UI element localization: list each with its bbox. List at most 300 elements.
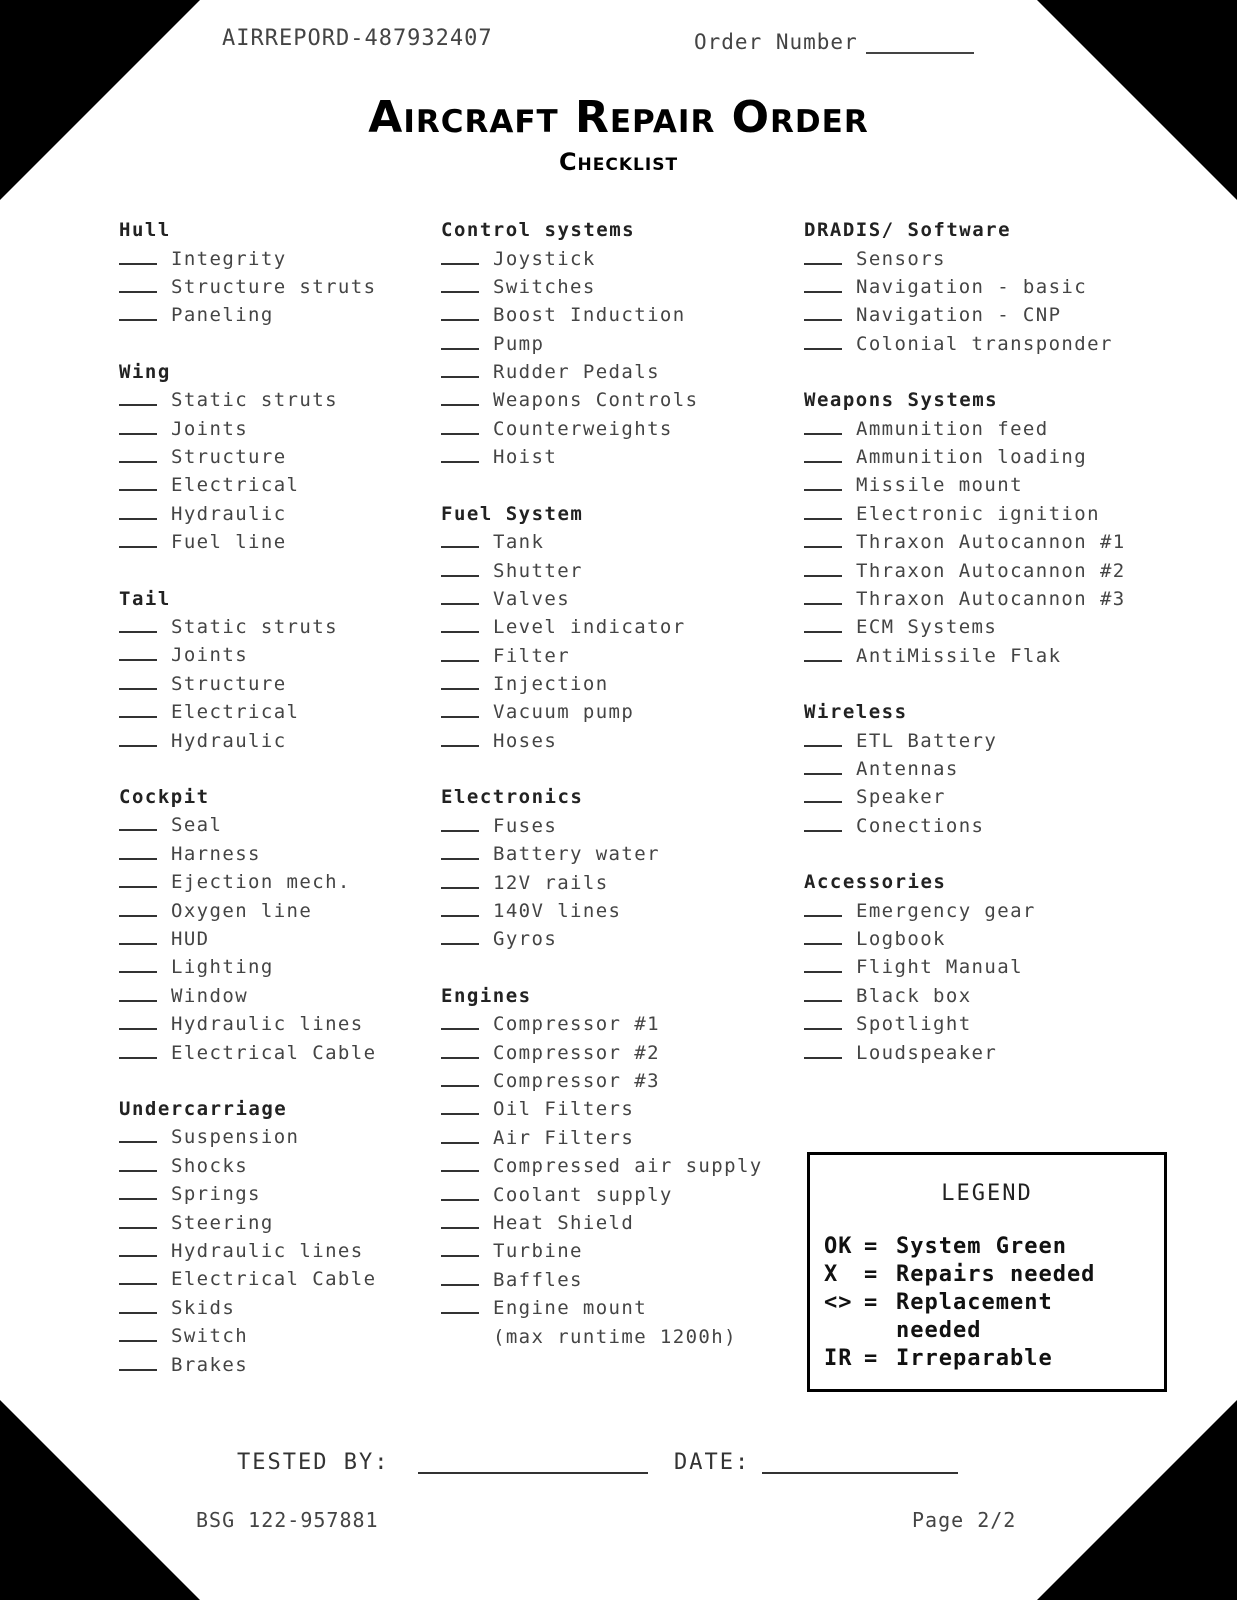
checklist-blank[interactable] xyxy=(804,642,842,662)
checklist-blank[interactable] xyxy=(119,1010,157,1030)
checklist-item-label: Integrity xyxy=(171,247,287,270)
date-label: DATE: xyxy=(674,1450,751,1475)
checklist-blank[interactable] xyxy=(441,1152,479,1172)
checklist-blank[interactable] xyxy=(119,1123,157,1143)
checklist-item-label: Thraxon Autocannon #3 xyxy=(856,587,1126,610)
checklist-item xyxy=(119,1123,376,1151)
checklist-item-label: Oxygen line xyxy=(171,899,313,922)
checklist-item xyxy=(441,528,763,556)
section-undercarriage xyxy=(119,1095,376,1379)
checklist-blank[interactable] xyxy=(804,897,842,917)
checklist-blank[interactable] xyxy=(804,925,842,945)
checklist-blank[interactable] xyxy=(119,897,157,917)
section-heading: Weapons Systems xyxy=(804,389,999,412)
section-wing xyxy=(119,358,376,557)
checklist-item xyxy=(441,557,763,585)
checklist-blank[interactable] xyxy=(804,727,842,747)
checklist-blank[interactable] xyxy=(441,358,479,378)
checklist-item-label: Level indicator xyxy=(493,616,686,639)
checklist-item-label: Structure xyxy=(171,445,287,468)
checklist-item-label: Harness xyxy=(171,842,261,865)
checklist-item xyxy=(441,925,763,953)
checklist-item xyxy=(804,557,1126,585)
checklist-blank[interactable] xyxy=(804,812,842,832)
checklist-item xyxy=(441,330,763,358)
checklist-blank[interactable] xyxy=(119,273,157,293)
checklist-blank[interactable] xyxy=(119,1322,157,1342)
checklist-item-label: Structure xyxy=(171,672,287,695)
checklist-item xyxy=(441,670,763,698)
checklist-blank[interactable] xyxy=(119,670,157,690)
checklist-blank[interactable] xyxy=(119,415,157,435)
checklist-item-label: Lighting xyxy=(171,956,274,979)
section-heading: Tail xyxy=(119,587,171,610)
checklist-blank[interactable] xyxy=(441,1010,479,1030)
section-heading: Engines xyxy=(441,984,532,1007)
checklist-item-label: Conections xyxy=(856,814,985,837)
checklist-blank[interactable] xyxy=(441,1067,479,1087)
checklist-blank[interactable] xyxy=(119,528,157,548)
legend-equals: = xyxy=(864,1234,879,1259)
checklist-item xyxy=(119,840,376,868)
checklist-item-label: Hydraulic lines xyxy=(171,1240,364,1263)
checklist-item xyxy=(804,415,1126,443)
checklist-item xyxy=(804,585,1126,613)
checklist-item xyxy=(804,443,1126,471)
checklist-item xyxy=(119,273,376,301)
checklist-item-label: Hoist xyxy=(493,446,558,469)
checklist-item xyxy=(441,613,763,641)
checklist-item xyxy=(441,585,763,613)
checklist-item-label: Compressor #2 xyxy=(493,1041,660,1064)
checklist-item xyxy=(119,1237,376,1265)
checklist-item xyxy=(119,301,376,329)
checklist-item-label: Black box xyxy=(856,984,972,1007)
checklist-blank[interactable] xyxy=(441,642,479,662)
checklist-item-label: Joints xyxy=(171,644,249,667)
checklist-item xyxy=(119,670,376,698)
document-code: BSG 122-957881 xyxy=(196,1508,379,1532)
checklist-item xyxy=(441,812,763,840)
checklist-blank[interactable] xyxy=(441,698,479,718)
checklist-item xyxy=(119,953,376,981)
checklist-item xyxy=(441,386,763,414)
checklist-item xyxy=(804,1010,1126,1038)
checklist-item xyxy=(119,811,376,839)
legend-meaning: Repairs needed xyxy=(896,1262,1096,1287)
checklist-blank[interactable] xyxy=(441,443,479,463)
checklist-item xyxy=(804,925,1126,953)
section-control-systems xyxy=(441,216,763,472)
checklist-item xyxy=(804,500,1126,528)
checklist-item-label: Structure struts xyxy=(171,275,377,298)
checklist-item-label: Shocks xyxy=(171,1154,249,1177)
checklist-blank[interactable] xyxy=(441,528,479,548)
checklist-item-label: Valves xyxy=(493,587,571,610)
section-heading: Hull xyxy=(119,219,171,241)
checklist-blank[interactable] xyxy=(119,698,157,718)
checklist-item-label: Electronic ignition xyxy=(856,502,1100,525)
checklist-blank[interactable] xyxy=(441,557,479,577)
section-heading: Control systems xyxy=(441,219,636,241)
checklist-blank[interactable] xyxy=(119,386,157,406)
section-cockpit xyxy=(119,783,376,1067)
checklist-item-label: Coolant supply xyxy=(493,1183,673,1206)
checklist-item xyxy=(119,1039,376,1067)
checklist-item xyxy=(441,358,763,386)
checklist-blank[interactable] xyxy=(441,670,479,690)
checklist-blank[interactable] xyxy=(119,443,157,463)
checklist-blank[interactable] xyxy=(119,641,157,661)
checklist-item xyxy=(119,245,376,273)
checklist-blank[interactable] xyxy=(119,925,157,945)
checklist-item-label: Compressor #3 xyxy=(493,1069,660,1092)
checklist-blank[interactable] xyxy=(441,727,479,747)
checklist-blank[interactable] xyxy=(119,811,157,831)
checklist-blank[interactable] xyxy=(119,245,157,265)
checklist-item-label: Hydraulic lines xyxy=(171,1013,364,1036)
checklist-item-label: Engine mount xyxy=(493,1297,648,1320)
checklist-item xyxy=(119,868,376,896)
checklist-blank[interactable] xyxy=(441,840,479,860)
checklist-item xyxy=(119,982,376,1010)
checklist-item-label: Electrical xyxy=(171,474,300,497)
legend-code: <> xyxy=(824,1290,853,1315)
checklist-item xyxy=(119,471,376,499)
checklist-blank[interactable] xyxy=(804,245,842,265)
legend-equals: = xyxy=(864,1262,879,1287)
checklist-item xyxy=(804,1039,1126,1067)
checklist-blank[interactable] xyxy=(441,273,479,293)
checklist-item xyxy=(804,273,1126,301)
checklist-item-label: Navigation - basic xyxy=(856,275,1088,298)
corner-bottom-left xyxy=(0,1400,200,1600)
section-engines xyxy=(441,982,763,1351)
checklist-blank[interactable] xyxy=(441,1266,479,1286)
checklist-blank[interactable] xyxy=(119,840,157,860)
checklist-blank[interactable] xyxy=(441,1181,479,1201)
checklist-blank[interactable] xyxy=(441,613,479,633)
checklist-item-label: Speaker xyxy=(856,786,946,809)
checklist-blank[interactable] xyxy=(441,925,479,945)
checklist-item xyxy=(119,386,376,414)
date-field[interactable] xyxy=(762,1472,958,1474)
checklist-blank[interactable] xyxy=(441,245,479,265)
checklist-item xyxy=(804,642,1126,670)
legend-entry xyxy=(824,1345,1156,1373)
checklist-item-label: Thraxon Autocannon #2 xyxy=(856,559,1126,582)
checklist-blank[interactable] xyxy=(804,1010,842,1030)
checklist-item-label: Navigation - CNP xyxy=(856,304,1062,327)
checklist-item-label: Springs xyxy=(171,1183,261,1206)
checklist-item-label: Ejection mech. xyxy=(171,871,351,894)
section-heading: Accessories xyxy=(804,871,947,894)
section-heading: Undercarriage xyxy=(119,1097,288,1120)
checklist-blank[interactable] xyxy=(441,812,479,832)
checklist-item-label: ECM Systems xyxy=(856,616,998,639)
checklist-item xyxy=(441,1181,763,1209)
checklist-item-label: Battery water xyxy=(493,843,660,866)
checklist-column-3 xyxy=(804,216,1126,1095)
checklist-item-label: Gyros xyxy=(493,928,558,951)
checklist-blank[interactable] xyxy=(804,471,842,491)
checklist-item xyxy=(804,812,1126,840)
checklist-item xyxy=(804,982,1126,1010)
checklist-blank[interactable] xyxy=(804,783,842,803)
section-heading: Cockpit xyxy=(119,785,210,808)
checklist-item-label: AntiMissile Flak xyxy=(856,644,1062,667)
checklist-item-label: Paneling xyxy=(171,304,274,327)
legend-entry xyxy=(824,1233,1156,1261)
checklist-item xyxy=(119,925,376,953)
legend-code: X xyxy=(824,1262,839,1287)
checklist-item-label: Antennas xyxy=(856,757,959,780)
checklist-item xyxy=(119,641,376,669)
checklist-blank[interactable] xyxy=(119,953,157,973)
checklist-blank[interactable] xyxy=(119,1039,157,1059)
checklist-item xyxy=(441,1294,763,1322)
checklist-item xyxy=(804,897,1126,925)
legend-entry xyxy=(824,1289,1156,1345)
checklist-item-label: Air Filters xyxy=(493,1126,635,1149)
checklist-item-label: Filter xyxy=(493,644,571,667)
checklist-item xyxy=(119,1180,376,1208)
checklist-item xyxy=(119,1209,376,1237)
checklist-item-label: Oil Filters xyxy=(493,1098,635,1121)
checklist-item-label: Ammunition feed xyxy=(856,417,1049,440)
checklist-item xyxy=(804,755,1126,783)
checklist-item-label: Electrical Cable xyxy=(171,1268,377,1291)
checklist-item-label: Thraxon Autocannon #1 xyxy=(856,531,1126,554)
checklist-item-label: Ammunition loading xyxy=(856,445,1088,468)
order-number-field[interactable] xyxy=(866,34,974,54)
checklist-item-label: Joints xyxy=(171,417,249,440)
checklist-blank[interactable] xyxy=(804,500,842,520)
legend-entry xyxy=(824,1261,1156,1289)
section-heading: Electronics xyxy=(441,786,584,809)
checklist-item-label: Fuel line xyxy=(171,531,287,554)
checklist-blank[interactable] xyxy=(119,868,157,888)
checklist-item-label: Switches xyxy=(493,275,596,298)
tested-by-field[interactable] xyxy=(418,1472,648,1474)
checklist-item-label: Flight Manual xyxy=(856,956,1023,979)
checklist-blank[interactable] xyxy=(119,1152,157,1172)
checklist-item xyxy=(441,1124,763,1152)
checklist-item-label: Hydraulic xyxy=(171,502,287,525)
checklist-item xyxy=(441,1266,763,1294)
checklist-item xyxy=(119,500,376,528)
checklist-blank[interactable] xyxy=(119,301,157,321)
checklist-item-label: Injection xyxy=(493,673,609,696)
checklist-item xyxy=(441,301,763,329)
checklist-item xyxy=(119,1152,376,1180)
checklist-item-label: ETL Battery xyxy=(856,729,998,752)
checklist-blank[interactable] xyxy=(804,953,842,973)
section-accessories xyxy=(804,868,1126,1067)
checklist-blank[interactable] xyxy=(441,1237,479,1257)
page-title: Aircraft Repair Order xyxy=(368,92,869,143)
checklist-blank[interactable] xyxy=(441,415,479,435)
checklist-item-label: Steering xyxy=(171,1211,274,1234)
checklist-column-2 xyxy=(441,216,763,1379)
checklist-blank[interactable] xyxy=(441,1209,479,1229)
legend-meaning: System Green xyxy=(896,1234,1067,1259)
section-heading: DRADIS/ Software xyxy=(804,219,1012,241)
checklist-item-label: Rudder Pedals xyxy=(493,361,660,384)
checklist-note xyxy=(441,1323,763,1351)
checklist-item-label: Electrical xyxy=(171,701,300,724)
checklist-item xyxy=(441,727,763,755)
order-number-label: Order Number xyxy=(694,30,858,54)
checklist-item-label: Compressor #1 xyxy=(493,1013,660,1036)
checklist-item xyxy=(119,727,376,755)
checklist-item xyxy=(119,1010,376,1038)
checklist-blank[interactable] xyxy=(119,1351,157,1371)
checklist-blank[interactable] xyxy=(804,613,842,633)
checklist-blank[interactable] xyxy=(441,869,479,889)
checklist-blank[interactable] xyxy=(804,585,842,605)
checklist-item xyxy=(804,330,1126,358)
checklist-item-label: Logbook xyxy=(856,928,946,951)
checklist-blank[interactable] xyxy=(441,897,479,917)
checklist-item xyxy=(804,953,1126,981)
checklist-item-label: Missile mount xyxy=(856,474,1023,497)
checklist-item-label: Baffles xyxy=(493,1268,583,1291)
legend-equals: = xyxy=(864,1290,879,1315)
checklist-item-label: Switch xyxy=(171,1325,249,1348)
section-hull xyxy=(119,216,376,330)
checklist-item-label: Fuses xyxy=(493,814,558,837)
checklist-item xyxy=(119,415,376,443)
order-number xyxy=(694,30,974,54)
checklist-item xyxy=(441,1209,763,1237)
checklist-blank[interactable] xyxy=(804,982,842,1002)
checklist-blank[interactable] xyxy=(119,500,157,520)
checklist-blank[interactable] xyxy=(441,330,479,350)
checklist-item-label: 12V rails xyxy=(493,871,609,894)
checklist-blank[interactable] xyxy=(119,1237,157,1257)
checklist-item-label: Window xyxy=(171,984,249,1007)
legend-meaning: Replacement needed xyxy=(896,1290,1053,1343)
checklist-item xyxy=(804,613,1126,641)
legend-entries xyxy=(824,1233,1156,1373)
report-id: AIRREPORD-487932407 xyxy=(222,26,493,51)
checklist-column-1 xyxy=(119,216,376,1407)
checklist-item-label: Counterweights xyxy=(493,417,673,440)
legend-title: LEGEND xyxy=(941,1181,1033,1206)
section-electronics xyxy=(441,783,763,953)
checklist-item-label: Sensors xyxy=(856,247,946,270)
checklist-item xyxy=(441,897,763,925)
checklist-blank[interactable] xyxy=(804,301,842,321)
checklist-blank[interactable] xyxy=(804,755,842,775)
checklist-item xyxy=(441,1152,763,1180)
checklist-item-label: Turbine xyxy=(493,1240,583,1263)
checklist-blank[interactable] xyxy=(441,1039,479,1059)
checklist-item xyxy=(441,1067,763,1095)
checklist-item-label: Skids xyxy=(171,1296,236,1319)
checklist-item xyxy=(441,1237,763,1265)
checklist-item xyxy=(441,443,763,471)
checklist-blank[interactable] xyxy=(119,1294,157,1314)
checklist-item-label: Boost Induction xyxy=(493,304,686,327)
tested-by-label: TESTED BY: xyxy=(237,1450,390,1475)
checklist-blank[interactable] xyxy=(119,727,157,747)
checklist-item xyxy=(441,273,763,301)
checklist-item-label: Pump xyxy=(493,332,545,355)
checklist-item xyxy=(119,1322,376,1350)
checklist-blank[interactable] xyxy=(119,1209,157,1229)
checklist-item xyxy=(804,783,1126,811)
checklist-item xyxy=(441,1039,763,1067)
checklist-item-label: Compressed air supply xyxy=(493,1155,763,1178)
checklist-note-text: (max runtime 1200h) xyxy=(493,1325,737,1348)
checklist-blank[interactable] xyxy=(804,443,842,463)
checklist-item-label: Shutter xyxy=(493,559,583,582)
checklist-blank[interactable] xyxy=(804,273,842,293)
checklist-item-label: Brakes xyxy=(171,1353,249,1376)
checklist-item-label: HUD xyxy=(171,928,210,951)
checklist-item xyxy=(804,471,1126,499)
checklist-blank[interactable] xyxy=(804,415,842,435)
checklist-blank[interactable] xyxy=(119,471,157,491)
checklist-blank[interactable] xyxy=(441,1095,479,1115)
section-tail xyxy=(119,585,376,755)
checklist-item-label: Static struts xyxy=(171,389,338,412)
checklist-item xyxy=(441,1010,763,1038)
checklist-item-label: Colonial transponder xyxy=(856,332,1113,355)
checklist-item xyxy=(119,528,376,556)
checklist-item xyxy=(441,245,763,273)
checklist-blank[interactable] xyxy=(441,301,479,321)
checklist-item-label: Joystick xyxy=(493,247,596,270)
checklist-item-label: Suspension xyxy=(171,1126,300,1149)
section-heading: Wing xyxy=(119,360,171,383)
checklist-item-label: Tank xyxy=(493,531,545,554)
checklist-item-label: Static struts xyxy=(171,616,338,639)
checklist-item xyxy=(804,245,1126,273)
checklist-blank[interactable] xyxy=(804,330,842,350)
checklist-item xyxy=(804,301,1126,329)
checklist-item-label: 140V lines xyxy=(493,899,622,922)
checklist-item-label: Electrical Cable xyxy=(171,1041,377,1064)
checklist-blank[interactable] xyxy=(804,528,842,548)
legend-code: IR xyxy=(824,1346,853,1371)
checklist-blank[interactable] xyxy=(441,386,479,406)
checklist-item xyxy=(441,840,763,868)
checklist-item xyxy=(441,698,763,726)
legend-equals: = xyxy=(864,1346,879,1371)
checklist-blank[interactable] xyxy=(441,1124,479,1144)
page-number: Page 2/2 xyxy=(912,1508,1017,1532)
checklist-item-label: Spotlight xyxy=(856,1013,972,1036)
checklist-blank[interactable] xyxy=(804,1039,842,1059)
checklist-blank[interactable] xyxy=(119,1265,157,1285)
checklist-blank[interactable] xyxy=(119,613,157,633)
checklist-blank[interactable] xyxy=(441,585,479,605)
checklist-item xyxy=(119,1294,376,1322)
checklist-blank[interactable] xyxy=(804,557,842,577)
checklist-item xyxy=(441,1095,763,1123)
checklist-blank[interactable] xyxy=(119,982,157,1002)
checklist-item-label: Vacuum pump xyxy=(493,701,635,724)
page-subtitle: Checklist xyxy=(558,148,679,176)
checklist-item xyxy=(119,897,376,925)
checklist-item xyxy=(804,727,1126,755)
checklist-item xyxy=(441,642,763,670)
checklist-blank[interactable] xyxy=(119,1180,157,1200)
checklist-blank[interactable] xyxy=(441,1294,479,1314)
